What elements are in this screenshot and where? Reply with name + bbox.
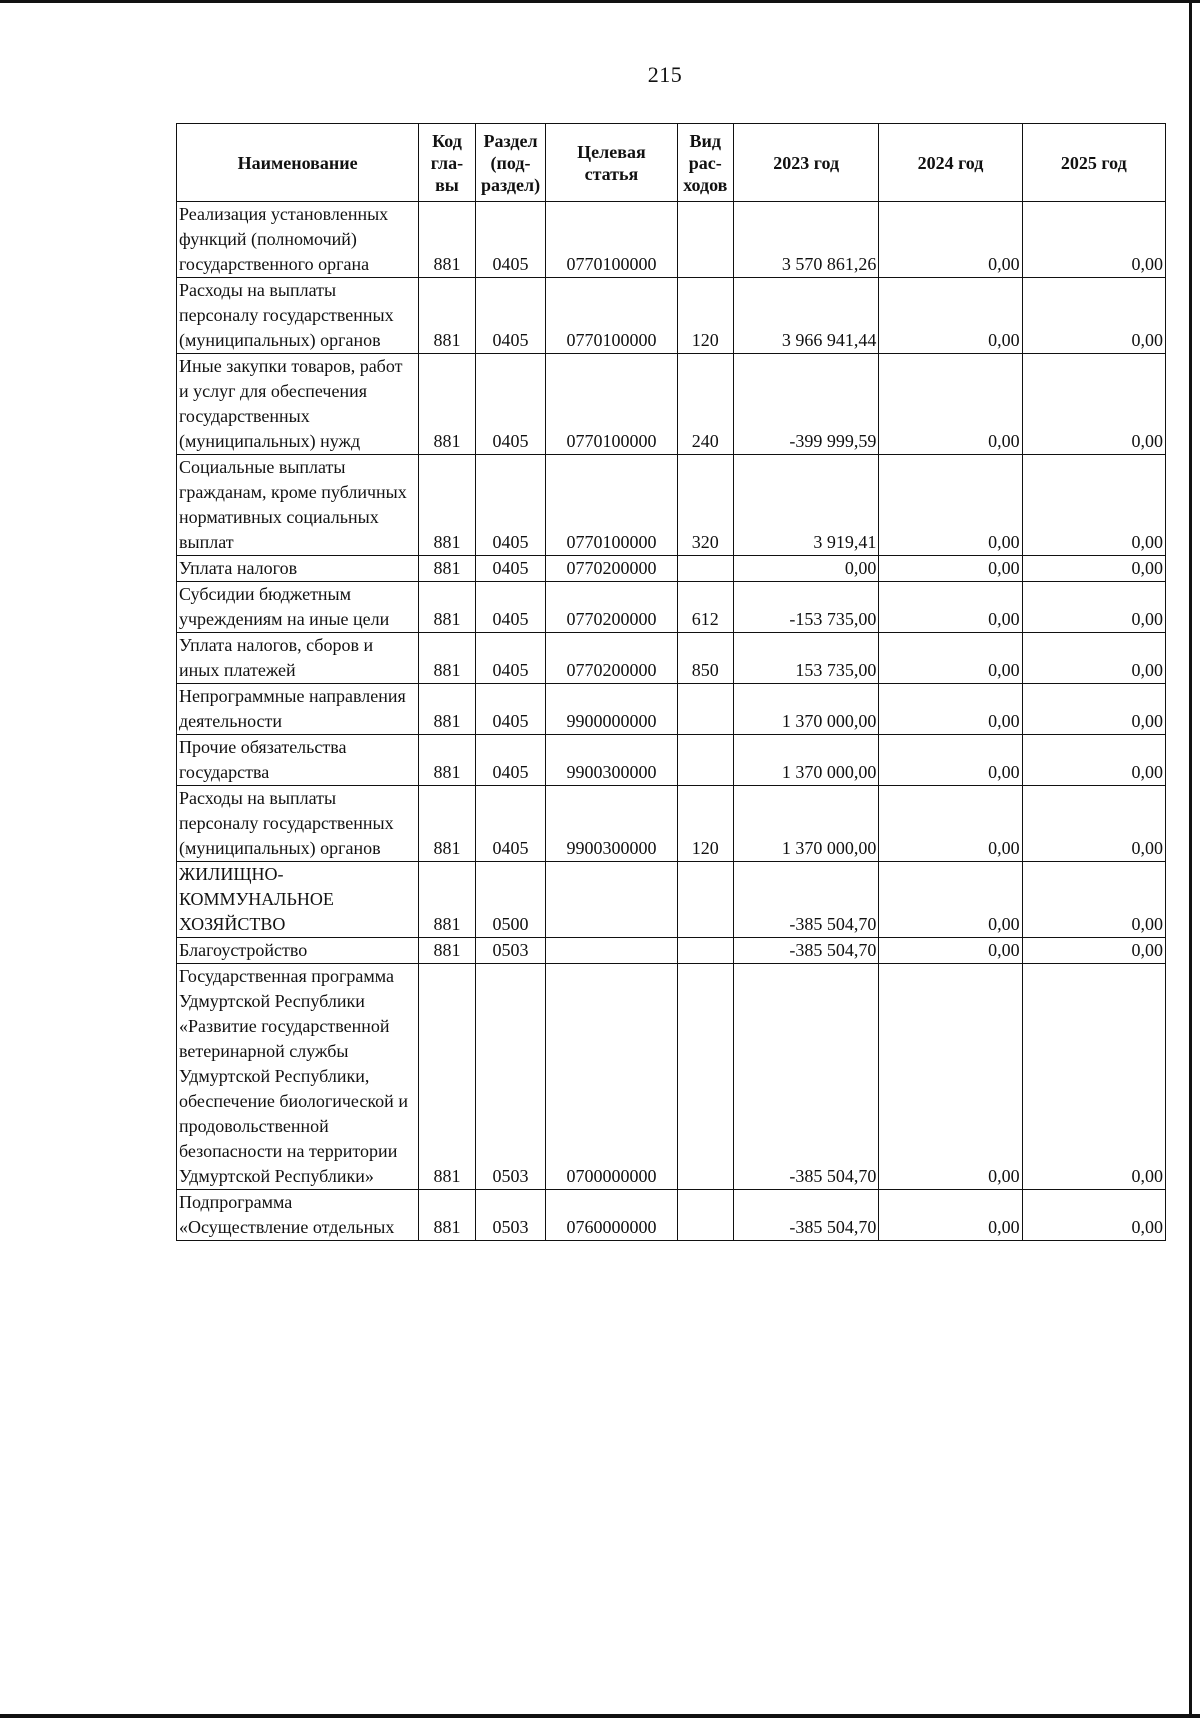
row-2025: 0,00 <box>1022 455 1165 556</box>
row-2023: 1 370 000,00 <box>734 735 879 786</box>
row-type: 120 <box>677 786 734 862</box>
row-section: 0405 <box>475 278 546 354</box>
row-section: 0503 <box>475 1190 546 1241</box>
row-name: Субсидии бюджетным учреждениям на иные цели <box>177 582 419 633</box>
row-name: Уплата налогов, сборов и иных платежей <box>177 633 419 684</box>
table-body <box>177 202 1166 1241</box>
header-section: Раздел (под-раздел) <box>475 124 546 202</box>
row-2025: 0,00 <box>1022 735 1165 786</box>
row-2024: 0,00 <box>879 735 1022 786</box>
table-row <box>177 278 1166 354</box>
row-2024: 0,00 <box>879 684 1022 735</box>
row-target: 0770200000 <box>546 633 677 684</box>
page-border-right <box>1189 0 1192 1718</box>
row-2024: 0,00 <box>879 202 1022 278</box>
row-type: 612 <box>677 582 734 633</box>
row-section: 0405 <box>475 684 546 735</box>
row-2023: 153 735,00 <box>734 633 879 684</box>
row-type <box>677 938 734 964</box>
row-section: 0503 <box>475 938 546 964</box>
row-2024: 0,00 <box>879 786 1022 862</box>
table-row <box>177 684 1166 735</box>
row-name: Государственная программа Удмуртской Республики «Развитие государственной ветеринарной службы Удмуртской Республики, обеспечение биологической и продовольственной безопасности на территории Удмуртской Республики» <box>177 964 419 1190</box>
row-target: 0700000000 <box>546 964 677 1190</box>
row-type <box>677 684 734 735</box>
header-code: Код гла-вы <box>419 124 476 202</box>
row-2023: -399 999,59 <box>734 354 879 455</box>
row-type <box>677 1190 734 1241</box>
row-type: 240 <box>677 354 734 455</box>
row-code: 881 <box>419 964 476 1190</box>
header-2023: 2023 год <box>734 124 879 202</box>
row-2023: 0,00 <box>734 556 879 582</box>
row-code: 881 <box>419 354 476 455</box>
row-2023: 3 570 861,26 <box>734 202 879 278</box>
row-2024: 0,00 <box>879 1190 1022 1241</box>
row-type: 120 <box>677 278 734 354</box>
row-section: 0405 <box>475 735 546 786</box>
row-target: 0770200000 <box>546 556 677 582</box>
header-2024: 2024 год <box>879 124 1022 202</box>
row-2025: 0,00 <box>1022 278 1165 354</box>
table-row <box>177 862 1166 938</box>
row-2025: 0,00 <box>1022 786 1165 862</box>
row-type <box>677 202 734 278</box>
row-name: Благоустройство <box>177 938 419 964</box>
row-type <box>677 556 734 582</box>
row-name: Непрограммные направления деятельности <box>177 684 419 735</box>
row-name: Реализация установленных функций (полномочий) государственного органа <box>177 202 419 278</box>
row-2023: -385 504,70 <box>734 964 879 1190</box>
table-row <box>177 633 1166 684</box>
row-code: 881 <box>419 735 476 786</box>
row-2024: 0,00 <box>879 455 1022 556</box>
row-target: 9900300000 <box>546 786 677 862</box>
header-target: Целевая статья <box>546 124 677 202</box>
row-target: 9900000000 <box>546 684 677 735</box>
row-2025: 0,00 <box>1022 964 1165 1190</box>
table-row <box>177 455 1166 556</box>
row-type <box>677 964 734 1190</box>
row-section: 0405 <box>475 202 546 278</box>
row-target <box>546 862 677 938</box>
row-2024: 0,00 <box>879 862 1022 938</box>
row-section: 0405 <box>475 582 546 633</box>
table-row <box>177 582 1166 633</box>
row-section: 0405 <box>475 455 546 556</box>
row-2025: 0,00 <box>1022 556 1165 582</box>
row-2025: 0,00 <box>1022 938 1165 964</box>
row-2025: 0,00 <box>1022 202 1165 278</box>
row-section: 0503 <box>475 964 546 1190</box>
row-2024: 0,00 <box>879 964 1022 1190</box>
row-target: 0770100000 <box>546 278 677 354</box>
table-row <box>177 1190 1166 1241</box>
row-2025: 0,00 <box>1022 633 1165 684</box>
row-name: Социальные выплаты гражданам, кроме публичных нормативных социальных выплат <box>177 455 419 556</box>
row-2024: 0,00 <box>879 582 1022 633</box>
header-name: Наименование <box>177 124 419 202</box>
row-code: 881 <box>419 556 476 582</box>
row-2025: 0,00 <box>1022 1190 1165 1241</box>
row-2023: -385 504,70 <box>734 938 879 964</box>
row-2024: 0,00 <box>879 633 1022 684</box>
row-2025: 0,00 <box>1022 862 1165 938</box>
row-code: 881 <box>419 582 476 633</box>
row-name: Расходы на выплаты персоналу государственных (муниципальных) органов <box>177 278 419 354</box>
row-name: Прочие обязательства государства <box>177 735 419 786</box>
page-border-bottom <box>0 1714 1200 1718</box>
row-2025: 0,00 <box>1022 582 1165 633</box>
row-section: 0405 <box>475 556 546 582</box>
row-type: 850 <box>677 633 734 684</box>
row-2024: 0,00 <box>879 938 1022 964</box>
page-number: 215 <box>647 62 683 87</box>
row-code: 881 <box>419 633 476 684</box>
row-target: 0760000000 <box>546 1190 677 1241</box>
row-type: 320 <box>677 455 734 556</box>
row-type <box>677 862 734 938</box>
row-type <box>677 735 734 786</box>
table-row <box>177 735 1166 786</box>
row-code: 881 <box>419 202 476 278</box>
row-code: 881 <box>419 278 476 354</box>
row-2023: 1 370 000,00 <box>734 684 879 735</box>
row-2024: 0,00 <box>879 556 1022 582</box>
row-code: 881 <box>419 684 476 735</box>
row-code: 881 <box>419 455 476 556</box>
header-type: Вид рас-ходов <box>677 124 734 202</box>
row-target: 0770200000 <box>546 582 677 633</box>
row-2023: -385 504,70 <box>734 1190 879 1241</box>
table-row <box>177 964 1166 1190</box>
row-code: 881 <box>419 862 476 938</box>
row-2024: 0,00 <box>879 278 1022 354</box>
row-code: 881 <box>419 938 476 964</box>
header-2025: 2025 год <box>1022 124 1165 202</box>
row-section: 0405 <box>475 354 546 455</box>
table-row <box>177 354 1166 455</box>
row-target: 0770100000 <box>546 354 677 455</box>
row-code: 881 <box>419 786 476 862</box>
table-row <box>177 786 1166 862</box>
row-2023: 3 919,41 <box>734 455 879 556</box>
row-name: ЖИЛИЩНО-КОММУНАЛЬНОЕ ХОЗЯЙСТВО <box>177 862 419 938</box>
row-2023: -385 504,70 <box>734 862 879 938</box>
table-row <box>177 202 1166 278</box>
table-row <box>177 938 1166 964</box>
row-name: Уплата налогов <box>177 556 419 582</box>
row-code: 881 <box>419 1190 476 1241</box>
page-border-top <box>0 0 1200 3</box>
row-2025: 0,00 <box>1022 354 1165 455</box>
row-target: 0770100000 <box>546 455 677 556</box>
budget-table <box>176 123 1166 1241</box>
row-target <box>546 938 677 964</box>
row-2023: 3 966 941,44 <box>734 278 879 354</box>
row-name: Иные закупки товаров, работ и услуг для обеспечения государственных (муниципальных) нужд <box>177 354 419 455</box>
row-2024: 0,00 <box>879 354 1022 455</box>
row-section: 0500 <box>475 862 546 938</box>
row-target: 9900300000 <box>546 735 677 786</box>
row-2023: 1 370 000,00 <box>734 786 879 862</box>
table-row <box>177 556 1166 582</box>
row-2023: -153 735,00 <box>734 582 879 633</box>
row-section: 0405 <box>475 633 546 684</box>
row-section: 0405 <box>475 786 546 862</box>
row-target: 0770100000 <box>546 202 677 278</box>
row-name: Подпрограмма «Осуществление отдельных <box>177 1190 419 1241</box>
row-2025: 0,00 <box>1022 684 1165 735</box>
table-header-row <box>177 124 1166 202</box>
row-name: Расходы на выплаты персоналу государственных (муниципальных) органов <box>177 786 419 862</box>
